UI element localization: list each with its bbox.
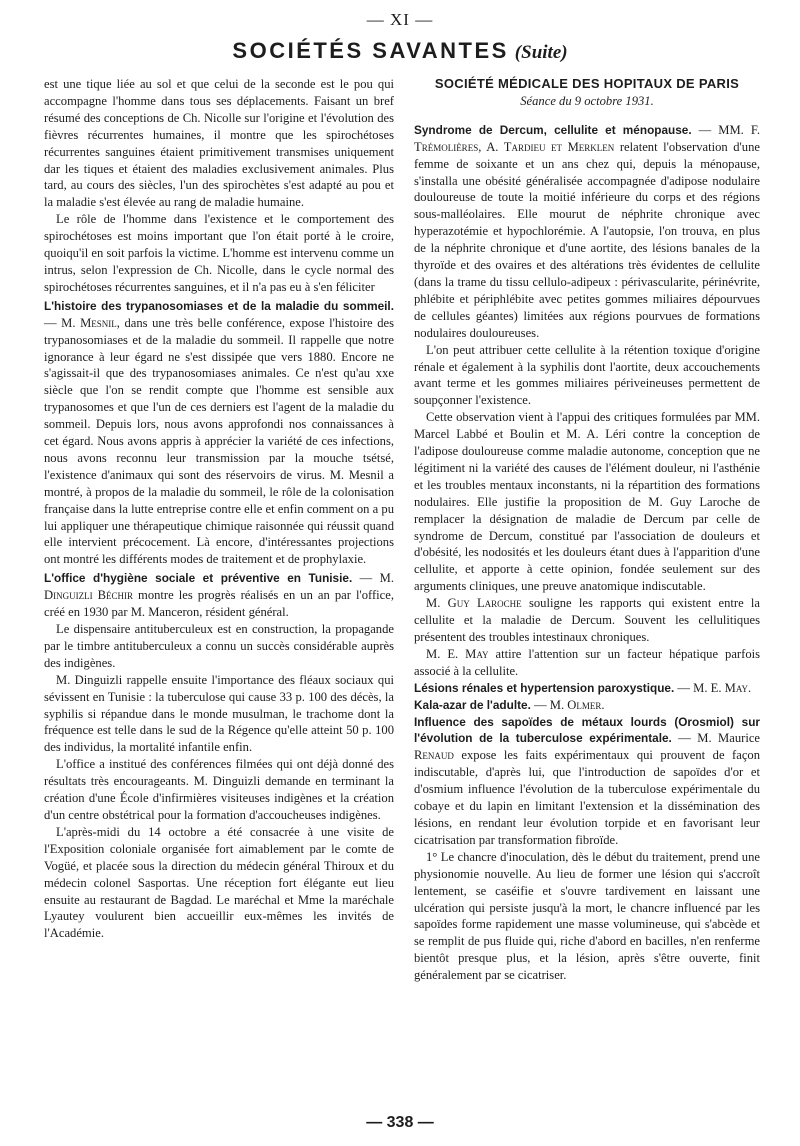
society-heading: SOCIÉTÉ MÉDICALE DES HOPITAUX DE PARIS bbox=[434, 76, 740, 91]
article-dash: — M. bbox=[352, 571, 394, 586]
author-prefix: M. E. bbox=[426, 646, 466, 661]
paragraph: L'office a institué des conférences filmées qui ont déjà donné des résultats très encourageants. M. Dinguizli demande en terminant la création d'une École d'infirmières visiteuses indigènes et la création d'un centre obstétrical pour la formation d'accoucheuses indigènes. bbox=[44, 757, 394, 822]
roman-page-number: — XI — bbox=[366, 10, 434, 29]
left-column bbox=[44, 76, 394, 942]
paragraph-body: attire l'attention sur un facteur hépatique parfois associé à la cellulite. bbox=[414, 646, 761, 678]
page-title-suite: (Suite) bbox=[514, 42, 568, 63]
page-title bbox=[0, 38, 800, 64]
article-body: , dans une très belle conférence, expose l'histoire des trypanosomiases et de la maladie du sommeil. Il rappelle que notre ignorance à leur égard ne s'est dissipée que vers 1880. Encore ne s'agissait-il que des trypanosomiases animales. Ce n'est qu'au xxe siècle que l'on se rendit compte que l'homme est sensible aux trypanosomes et que l'un de ces derniers est l'agent de la maladie du sommeil. Depuis lors, nous avons approfondi nos connaissances à cet égard. Nous avons appris à apprécier la variété de ces infections, nous avons reconnu leur transmission par la mouche tsétsé, l'existence d'animaux qui sont des réservoirs de virus. M. Mesnil a montré, à propos de la maladie du sommeil, le rôle de la colonisation française dans la lutte entreprise contre elle et enfin comment on a pu lui appliquer une thérapeutique chimique raisonnée qui réussit quand elle intervient précocement. Là encore, d'intéressantes projections ont montré les différents modes de traitement et de prophylaxie. bbox=[44, 315, 394, 567]
author-name: May bbox=[465, 646, 489, 661]
article-tunisie bbox=[44, 570, 394, 621]
article-heading: Syndrome de Dercum, cellulite et ménopause. bbox=[414, 122, 692, 137]
author-name: Guy Laroche bbox=[447, 596, 522, 611]
page-title-main: SOCIÉTÉS SAVANTES bbox=[232, 38, 509, 63]
article-sapoides bbox=[414, 714, 760, 849]
article-body: montre les progrès réalisés en un an par l'office, créé en 1930 par M. Manceron, résident général. bbox=[44, 588, 394, 620]
article-body: expose les faits expérimentaux qui prouvent de façon indiscutable, d'après lui, que l'introduction de sapoïdes d'or et d'osmium influence l'évolution de la tuberculose expérimentale du cobaye et du lapin en limitant l'extension et la dissémination des lésions, en rendant leur évolution torpide et en favorisant leur cicatrisation par transformation fibroïde. bbox=[414, 748, 760, 847]
article-dash: — M. bbox=[530, 697, 568, 712]
author-name: May bbox=[724, 680, 749, 695]
article-body: relatent l'observation d'une femme de soixante et un ans chez qui, depuis la ménopause, s'installa une obésité généralisée accompagnée d'adipose nodulaire douloureuse de toute la moitié inférieure du corps et des régions sous-malléolaires. Elle mourut de néphrite chronique avec hyperazotémie et hypochlorémie. A l'autopsie, l'on trouva, en plus de la néphrite chronique et d'une aortite, des lésions banales de la thyroïde et des ovaires et des altérations très évidentes de cellulite (dans la trame du tissu cellulo-adipeux : périvascularite, périnévrite, phlébite et périphlébite avec petites gommes miliaires dépourvues de cellules géantes) limitées aux régions pourvues de formations nodulaires douloureuses. bbox=[414, 139, 760, 340]
article-heading: L'histoire des trypanosomiases et de la maladie du sommeil. bbox=[44, 298, 394, 313]
article-dash: — MM. F. bbox=[691, 122, 760, 137]
paragraph: Cette observation vient à l'appui des critiques formulées par MM. Marcel Labbé et Boulin et M. A. Léri contre la conception de l'adipose douloureuse comme maladie autonome, conception que ne légitiment ni la variété des causes de l'élément douleur, ni l'asthénie et les troubles mentaux inconstants, ni la répartition des formations nodulaires. Elle justifie la proposition de M. Guy Laroche de remplacer la désignation de maladie de Dercum par celle de syndrome de Dercum, constitué par l'association de douleurs et d'obésité, les nodosités et les douleurs étant dues à l'apparition d'une cellulite, et apporte à cette opinion, fondée seulement sur des arguments cliniques, une preuve anatomique indiscutable. bbox=[414, 410, 760, 594]
right-column bbox=[414, 76, 760, 984]
author-name: Olmer bbox=[567, 697, 602, 712]
article-kala-azar bbox=[414, 697, 760, 714]
article-heading: L'office d'hygiène sociale et préventive en Tunisie. bbox=[44, 571, 353, 586]
article-dash: — M. Maurice bbox=[671, 731, 761, 746]
paragraph-body: souligne les rapports qui existent entre la cellulite et la maladie de Dercum. Souvent les cellulitiques présentent des troubles intestinaux chroniques. bbox=[414, 596, 761, 644]
paragraph: L'on peut attribuer cette cellulite à la rétention toxique d'origine rénale et également à la syphilis dont l'aortite, deux accouchements avant terme et les gommes miliaires périveineuses permettent de soupçonner l'existence. bbox=[414, 342, 760, 408]
paragraph: est une tique liée au sol et que celui de la seconde est le pou qui accompagne l'homme dans tous ses déplacements. Faisant un bref résumé des conceptions de Ch. Nicolle sur l'origine et l'évolution des fièvres récurrentes humaines, il montre que les spirochétoses récurrentes sanguines étaient primitivement transmises uniquement dar les tiques et étaient des maladies exclusivement animales. Plus tard, au cours des siècles, l'un des spirochètes s'est adapté au pou et la maladie s'est élevée au rang de maladie humaine. bbox=[44, 77, 394, 210]
paragraph-laroche bbox=[414, 595, 760, 646]
paragraph-may bbox=[414, 646, 760, 680]
article-end: . bbox=[601, 697, 605, 712]
article-lesions-renales bbox=[414, 680, 760, 697]
author-name: Dinguizli Béchir bbox=[44, 588, 134, 603]
paragraph: M. Dinguizli rappelle ensuite l'importance des fléaux sociaux qui sévissent en Tunisie : la tuberculose qui cause 33 p. 100 des décès, la syphilis si répandue dans le monde musulman, le trachome dont la fréquence est telle dans le sud de la Régence qu'elle atteint 50 p. 100 des individus, la mortalité infantile enfin. bbox=[44, 672, 394, 755]
article-heading: Lésions rénales et hypertension paroxystique. bbox=[414, 680, 675, 695]
article-end: . bbox=[748, 680, 752, 695]
paragraph: 1° Le chancre d'inoculation, dès le début du traitement, prend une physionomie nouvelle. Au lieu de former une lésion qui s'accroît lentement, se caséifie et s'ouvre tardivement en laissant une ulcération qui persiste jusqu'à la mort, le chancre influencé par les sapoïdes forme rapidement une masse volumineuse, qui s'abcède et se remplit de pus fluide qui, riche d'abord en bacilles, n'en renferme bientôt presque plus, et la lésion, après s'être ouverte, finit généralement par se cicatriser. bbox=[414, 849, 760, 983]
author-name: Renaud bbox=[414, 748, 454, 763]
article-dercum bbox=[414, 122, 760, 342]
paragraph: L'après-midi du 14 octobre a été consacrée à une visite de l'Exposition coloniale organisée fort aimablement par le comte de Vogüé, et placée sous la direction du médecin général Thiroux et du médecin colonel Sasportas. Une réception fort élégante eut lieu ensuite au restaurant de Bagdad. Le maréchal et Mme la maréchale Lyautey voulurent bien accueillir eux-mêmes les invités de l'Académie. bbox=[44, 824, 394, 941]
article-heading: Influence des sapoïdes de métaux lourds (Orosmiol) sur l'évolution de la tuberculose expérimentale. bbox=[414, 714, 760, 746]
session-date: Séance du 9 octobre 1931. bbox=[520, 93, 654, 108]
article-heading: Kala-azar de l'adulte. bbox=[414, 697, 531, 712]
author-prefix: M. bbox=[426, 596, 448, 611]
author-name: Mesnil bbox=[80, 315, 117, 330]
paragraph: Le rôle de l'homme dans l'existence et le comportement des spirochétoses est moins important que l'on était porté à le croire, quoiqu'il en soit parfois la victime. L'homme est intervenu comme un intrus, selon l'expression de Ch. Nicolle, dans le cycle normal des spirochétoses récurrentes sanguines, et il n'a pas eu à s'en féliciter bbox=[44, 212, 394, 294]
author-names: Trémolières, A. Tardieu et Merklen bbox=[414, 139, 615, 154]
page-number: — 338 — bbox=[366, 1114, 434, 1131]
article-dash: — M. E. bbox=[674, 680, 725, 695]
article-trypanosomiases bbox=[44, 298, 394, 569]
article-dash: — M. bbox=[44, 315, 81, 330]
paragraph: Le dispensaire antituberculeux est en construction, la propagande par le timbre antituberculeux a connu un succès considérable auprès des indigènes. bbox=[44, 622, 394, 670]
